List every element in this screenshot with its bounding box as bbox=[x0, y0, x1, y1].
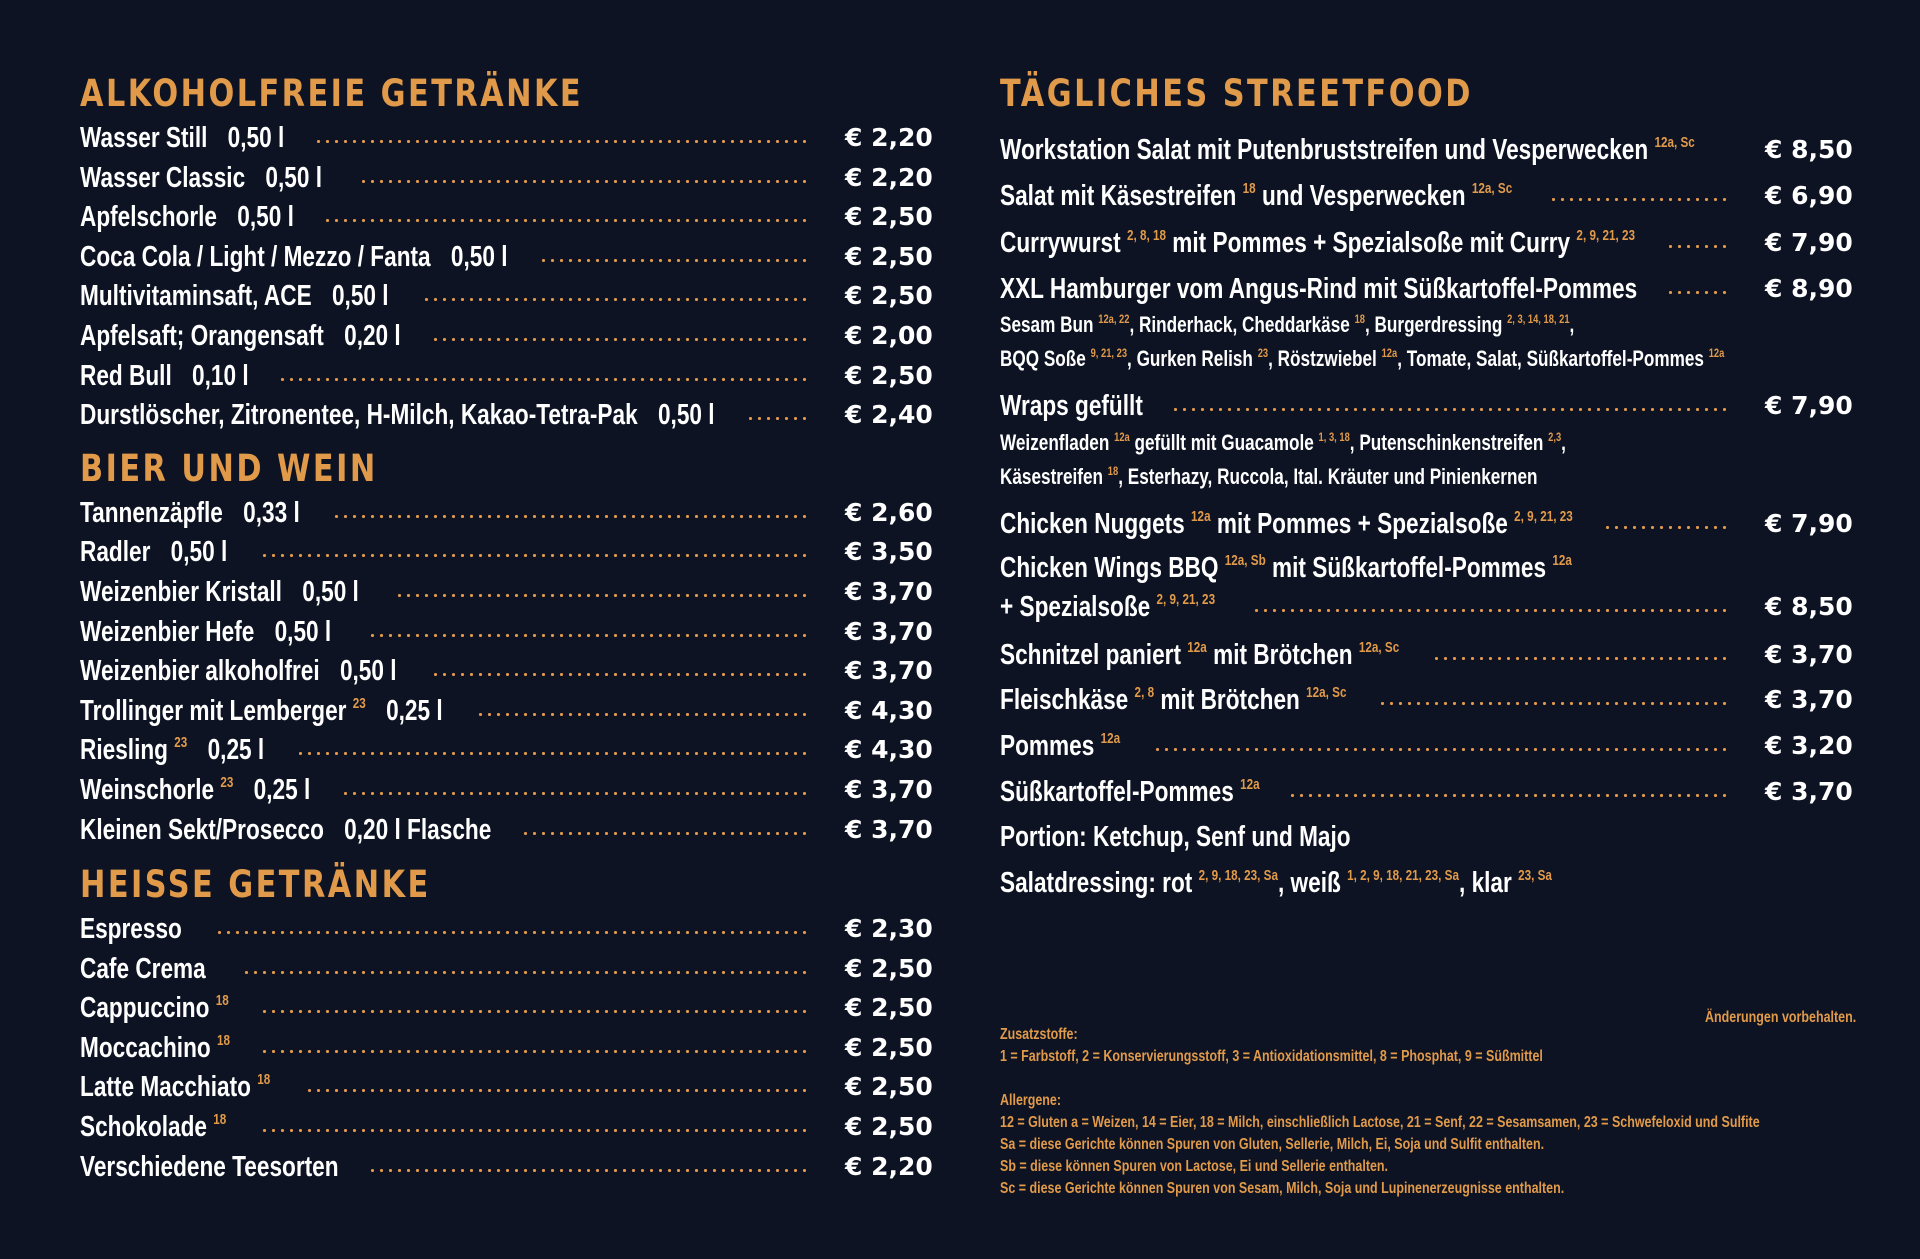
food-name bbox=[1000, 134, 1695, 166]
allergen-code: 18 bbox=[213, 1111, 227, 1129]
allergen-code: 12a, 22 bbox=[1098, 312, 1130, 327]
dot-leader bbox=[359, 180, 809, 183]
food-item bbox=[1000, 817, 1860, 857]
menu-item bbox=[80, 532, 933, 572]
item-text: , bbox=[1569, 312, 1575, 338]
item-text: mit Süßkartoffel-Pommes bbox=[1265, 551, 1547, 584]
menu-section bbox=[80, 445, 933, 849]
item-name-text: Multivitaminsaft, ACE bbox=[80, 280, 312, 313]
item-volume: 0,50 l bbox=[331, 280, 389, 313]
item-name-text: Durstlöscher, Zitronentee, H-Milch, Kakao-Tetra-Pak bbox=[80, 399, 638, 432]
section-heading: TÄGLICHES STREETFOOD bbox=[1000, 72, 1473, 115]
note-line: Sa = diese Gerichte können Spuren von Gluten, Sellerie, Milch, Ei, Soja und Sulfit enthalten. bbox=[1000, 1136, 1545, 1153]
menu-item bbox=[80, 810, 933, 850]
allergen-code: 18 bbox=[215, 992, 229, 1010]
item-name-text: Red Bull bbox=[80, 359, 172, 392]
drinks-column bbox=[80, 70, 933, 1186]
item-price: € 3,70 bbox=[845, 774, 933, 804]
food-line bbox=[1000, 587, 1860, 627]
food-item bbox=[1000, 772, 1860, 812]
allergen-code: 1, 3, 18 bbox=[1318, 429, 1350, 444]
food-item bbox=[1000, 548, 1860, 627]
item-text: und Vesperwecken bbox=[1255, 179, 1466, 212]
food-price: € 3,70 bbox=[1765, 639, 1853, 669]
item-volume: 0,20 l Flasche bbox=[344, 813, 492, 846]
item-volume: 0,25 l bbox=[386, 694, 443, 727]
dot-leader bbox=[278, 378, 809, 381]
item-price: € 2,50 bbox=[845, 993, 933, 1023]
item-price: € 2,40 bbox=[845, 400, 933, 430]
allergen-code: 12a, Sc bbox=[1306, 684, 1347, 702]
food-line bbox=[1000, 548, 1860, 588]
food-line bbox=[1000, 386, 1860, 426]
item-volume: 0,50 l bbox=[265, 161, 323, 194]
item-text: BQQ Soße bbox=[1000, 346, 1086, 372]
food-name bbox=[1000, 776, 1260, 808]
item-name bbox=[80, 814, 491, 846]
menu-item bbox=[80, 691, 933, 731]
dot-leader bbox=[215, 931, 809, 934]
menu-item bbox=[80, 395, 933, 435]
dot-leader bbox=[305, 1089, 809, 1092]
item-volume: 0,50 l bbox=[274, 615, 332, 648]
food-price: € 8,50 bbox=[1765, 135, 1853, 164]
dot-leader bbox=[332, 515, 809, 518]
allergen-code: 9, 21, 23 bbox=[1090, 346, 1128, 361]
item-text: Fleischkäse bbox=[1000, 684, 1129, 717]
food-item bbox=[1000, 176, 1860, 216]
allergen-code: 2, 9, 21, 23 bbox=[1156, 591, 1216, 609]
menu-item bbox=[80, 276, 933, 316]
food-line bbox=[1000, 223, 1860, 263]
food-description bbox=[1000, 342, 1725, 376]
food-line bbox=[1000, 863, 1860, 903]
food-line bbox=[1000, 772, 1860, 812]
item-price: € 3,70 bbox=[845, 616, 933, 646]
item-name-text: Schokolade bbox=[80, 1111, 207, 1144]
item-price: € 3,70 bbox=[845, 814, 933, 844]
food-item bbox=[1000, 269, 1860, 377]
dot-leader bbox=[521, 832, 809, 835]
menu-item bbox=[80, 118, 933, 158]
section-heading: HEISSE GETRÄNKE bbox=[80, 863, 431, 907]
allergen-code: 12a bbox=[1114, 429, 1130, 444]
item-text: , Putenschinkenstreifen bbox=[1349, 429, 1544, 455]
allergen-code: 12a bbox=[1381, 346, 1398, 361]
item-text: Workstation Salat mit Putenbruststreifen und Vesperwecken bbox=[1000, 134, 1649, 166]
item-name bbox=[80, 162, 322, 194]
note-line: 1 = Farbstoff, 2 = Konservierungsstoff, 3 = Antioxidationsmittel, 8 = Phosphat, 9 = Süßmittel bbox=[1000, 1048, 1543, 1065]
item-name-text: Moccachino bbox=[80, 1031, 211, 1064]
item-name-text: Tannenzäpfle bbox=[80, 496, 223, 529]
item-price: € 2,50 bbox=[845, 241, 933, 271]
item-price: € 2,30 bbox=[845, 914, 933, 944]
food-description bbox=[1000, 460, 1671, 494]
item-text: , Röstzwiebel bbox=[1268, 346, 1377, 372]
item-text: Wraps gefüllt bbox=[1000, 390, 1143, 423]
allergen-code: 2, 9, 21, 23 bbox=[1576, 227, 1635, 245]
item-name bbox=[80, 913, 182, 945]
item-name-text: Weizenbier alkoholfrei bbox=[80, 655, 320, 688]
food-line bbox=[1000, 726, 1860, 766]
food-item bbox=[1000, 130, 1860, 170]
item-text: Weizenfladen bbox=[1000, 429, 1110, 455]
allergen-code: 12a, Sc bbox=[1654, 134, 1695, 151]
item-name bbox=[80, 576, 359, 608]
item-name-text: Coca Cola / Light / Mezzo / Fanta bbox=[80, 240, 431, 273]
item-name-text: Apfelschorle bbox=[80, 201, 218, 234]
allergen-code: 12a, Sb bbox=[1224, 551, 1266, 569]
food-price: € 8,90 bbox=[1765, 273, 1853, 303]
item-name-text: Latte Macchiato bbox=[80, 1071, 251, 1104]
allergen-notes bbox=[1000, 1024, 1760, 1200]
note-line: Sc = diese Gerichte können Spuren von Sesam, Milch, Soja und Lupinenerzeugnisse enthalten. bbox=[1000, 1180, 1565, 1197]
item-name-text: Cafe Crema bbox=[80, 952, 206, 985]
item-text: + Spezialsoße bbox=[1000, 591, 1151, 624]
dot-leader bbox=[1666, 245, 1729, 248]
item-volume: 0,50 l bbox=[657, 399, 715, 432]
food-price: € 3,70 bbox=[1765, 685, 1853, 715]
allergen-code: 2, 9, 18, 23, Sa bbox=[1198, 866, 1278, 884]
allergen-code: 2, 9, 21, 23 bbox=[1514, 507, 1573, 525]
item-price: € 2,20 bbox=[845, 123, 933, 152]
dot-leader bbox=[1603, 526, 1729, 529]
item-volume: 0,50 l bbox=[227, 122, 285, 154]
item-text: , Burgerdressing bbox=[1364, 312, 1503, 338]
food-price: € 8,50 bbox=[1765, 592, 1853, 622]
menu-item bbox=[80, 197, 933, 237]
dot-leader bbox=[341, 792, 809, 795]
item-name bbox=[80, 280, 389, 312]
item-text: Käsestreifen bbox=[1000, 463, 1104, 489]
menu-item bbox=[80, 237, 933, 277]
food-name bbox=[1000, 867, 1552, 899]
menu-item bbox=[80, 316, 933, 356]
item-name-text: Wasser Still bbox=[80, 122, 208, 154]
menu-section bbox=[80, 70, 933, 435]
dot-leader bbox=[431, 673, 809, 676]
allergen-code: 2,3 bbox=[1548, 429, 1562, 444]
food-name bbox=[1000, 273, 1637, 305]
item-name bbox=[80, 1151, 339, 1183]
food-price: € 3,20 bbox=[1765, 730, 1853, 760]
food-price: € 3,70 bbox=[1765, 776, 1853, 806]
dot-leader bbox=[431, 338, 809, 341]
menu-item bbox=[80, 158, 933, 198]
item-name-text: Weinschorle bbox=[80, 773, 215, 806]
allergen-code: 12a bbox=[1191, 507, 1211, 525]
item-name-text: Weizenbier Hefe bbox=[80, 615, 255, 648]
food-name bbox=[1000, 730, 1120, 762]
menu-item bbox=[80, 1028, 933, 1068]
allergen-code: 12a, Sc bbox=[1471, 179, 1513, 197]
menu-item bbox=[80, 1067, 933, 1107]
item-name bbox=[80, 992, 229, 1024]
item-name bbox=[80, 241, 508, 273]
item-volume: 0,50 l bbox=[170, 536, 228, 569]
dot-leader bbox=[1666, 291, 1729, 294]
item-price: € 3,50 bbox=[845, 537, 933, 567]
food-name bbox=[1000, 508, 1573, 540]
item-name-text: Riesling bbox=[80, 734, 168, 767]
dot-leader bbox=[260, 1010, 809, 1013]
item-text: , Tomate, Salat, Süßkartoffel-Pommes bbox=[1397, 346, 1704, 372]
item-volume: 0,25 l bbox=[253, 773, 311, 806]
food-line bbox=[1000, 176, 1860, 216]
section-heading: BIER UND WEIN bbox=[80, 446, 378, 490]
item-name bbox=[80, 320, 401, 352]
dot-leader bbox=[314, 140, 809, 143]
dot-leader bbox=[539, 259, 809, 262]
menu-item bbox=[80, 730, 933, 770]
allergen-code: 12a bbox=[1187, 638, 1207, 656]
allergen-code: 12a, Sc bbox=[1358, 638, 1400, 656]
food-name bbox=[1000, 390, 1143, 422]
item-text: Sesam Bun bbox=[1000, 312, 1094, 338]
menu-item bbox=[80, 909, 933, 949]
item-name bbox=[80, 201, 294, 233]
item-price: € 2,00 bbox=[845, 320, 933, 350]
allergen-code: 23 bbox=[1257, 346, 1269, 361]
item-name-text: Espresso bbox=[80, 913, 182, 946]
item-name-text: Radler bbox=[80, 536, 151, 569]
item-text: , klar bbox=[1458, 866, 1512, 899]
food-line bbox=[1000, 680, 1860, 720]
menu-item bbox=[80, 493, 933, 533]
item-name bbox=[80, 122, 284, 154]
menu-item bbox=[80, 770, 933, 810]
item-price: € 3,70 bbox=[845, 656, 933, 686]
food-line bbox=[1000, 817, 1860, 857]
item-price: € 2,20 bbox=[845, 1151, 933, 1181]
food-price: € 7,90 bbox=[1765, 508, 1853, 538]
dot-leader bbox=[476, 713, 809, 716]
item-name bbox=[80, 1032, 230, 1064]
food-name bbox=[1000, 180, 1512, 212]
allergen-code: 12a bbox=[1708, 346, 1725, 361]
item-name bbox=[80, 953, 206, 985]
item-price: € 2,60 bbox=[845, 497, 933, 527]
food-price: € 7,90 bbox=[1765, 228, 1853, 258]
item-name bbox=[80, 774, 310, 806]
item-price: € 2,50 bbox=[845, 281, 933, 311]
allergen-code: 2, 8 bbox=[1134, 684, 1155, 702]
item-text: , Gurken Relish bbox=[1127, 346, 1253, 372]
item-text: , Rinderhack, Cheddarkäse bbox=[1129, 312, 1350, 338]
dot-leader bbox=[1171, 408, 1729, 411]
item-name bbox=[80, 536, 227, 568]
item-name bbox=[80, 734, 264, 766]
dot-leader bbox=[296, 752, 809, 755]
item-text: Currywurst bbox=[1000, 227, 1121, 260]
item-text: Salat mit Käsestreifen bbox=[1000, 179, 1237, 212]
food-name bbox=[1000, 639, 1399, 671]
item-name bbox=[80, 360, 249, 392]
dot-leader bbox=[395, 594, 809, 597]
dot-leader bbox=[1378, 702, 1729, 705]
dot-leader bbox=[368, 1169, 809, 1172]
item-text: Chicken Nuggets bbox=[1000, 507, 1185, 540]
item-volume: 0,50 l bbox=[302, 575, 359, 608]
dot-leader bbox=[260, 1129, 809, 1132]
item-price: € 4,30 bbox=[845, 695, 933, 725]
streetfood-column bbox=[1000, 70, 1860, 902]
food-name bbox=[1000, 821, 1351, 853]
item-price: € 3,70 bbox=[845, 576, 933, 606]
food-item bbox=[1000, 386, 1860, 494]
allergen-code: 18 bbox=[1242, 179, 1256, 197]
allergen-code: 12a bbox=[1100, 729, 1121, 747]
item-name bbox=[80, 695, 443, 727]
item-text: Portion: Ketchup, Senf und Majo bbox=[1000, 821, 1351, 854]
allergen-code: 23 bbox=[174, 734, 188, 752]
allergen-code: 2, 3, 14, 18, 21 bbox=[1507, 312, 1570, 327]
item-name bbox=[80, 655, 397, 687]
allergen-code: 2, 8, 18 bbox=[1126, 227, 1166, 245]
menu-item bbox=[80, 949, 933, 989]
item-text: XXL Hamburger vom Angus-Rind mit Süßkartoffel-Pommes bbox=[1000, 272, 1638, 305]
allergen-code: 12a bbox=[1552, 551, 1572, 569]
item-text: mit Pommes + Spezialsoße bbox=[1210, 507, 1508, 540]
note-line: 12 = Gluten a = Weizen, 14 = Eier, 18 = Milch, einschließlich Lactose, 21 = Senf, 22 = Sesamsamen, 23 = Schwefeloxid und Sulfite bbox=[1000, 1114, 1760, 1131]
item-text: Chicken Wings BBQ bbox=[1000, 551, 1219, 584]
note-line: Zusatzstoffe: bbox=[1000, 1026, 1078, 1043]
menu-item bbox=[80, 572, 933, 612]
item-price: € 2,50 bbox=[845, 1032, 933, 1062]
dot-leader bbox=[1288, 794, 1729, 797]
food-item bbox=[1000, 223, 1860, 263]
item-name-text: Apfelsaft; Orangensaft bbox=[80, 319, 324, 352]
item-text: mit Pommes + Spezialsoße mit Curry bbox=[1165, 227, 1571, 260]
menu-item bbox=[80, 988, 933, 1028]
item-price: € 2,50 bbox=[845, 953, 933, 983]
food-line bbox=[1000, 635, 1860, 675]
allergen-code: 23, Sa bbox=[1518, 866, 1552, 884]
allergen-code: 23 bbox=[352, 694, 366, 712]
food-description bbox=[1000, 426, 1671, 460]
item-price: € 2,50 bbox=[845, 1072, 933, 1102]
dot-leader bbox=[323, 219, 809, 222]
item-name-text: Trollinger mit Lemberger bbox=[80, 694, 347, 727]
food-name bbox=[1000, 684, 1347, 716]
item-price: € 4,30 bbox=[845, 735, 933, 765]
dot-leader bbox=[242, 971, 809, 974]
item-name bbox=[80, 616, 331, 648]
food-item bbox=[1000, 863, 1860, 903]
item-name-text: Cappuccino bbox=[80, 992, 210, 1025]
food-name bbox=[1000, 591, 1215, 623]
dot-leader bbox=[422, 298, 809, 301]
allergen-code: 12a bbox=[1240, 775, 1260, 793]
food-line bbox=[1000, 504, 1860, 544]
menu-item bbox=[80, 1147, 933, 1187]
item-name bbox=[80, 497, 300, 529]
item-name-text: Kleinen Sekt/Prosecco bbox=[80, 813, 324, 846]
item-text: mit Brötchen bbox=[1154, 684, 1300, 717]
dot-leader bbox=[1252, 609, 1729, 612]
item-volume: 0,20 l bbox=[344, 319, 401, 352]
dot-leader bbox=[1549, 198, 1729, 201]
item-text: Pommes bbox=[1000, 729, 1095, 762]
item-text: Schnitzel paniert bbox=[1000, 638, 1181, 671]
item-volume: 0,50 l bbox=[450, 240, 508, 273]
food-item bbox=[1000, 635, 1860, 675]
food-name bbox=[1000, 552, 1572, 584]
dot-leader bbox=[260, 1050, 809, 1053]
allergen-code: 18 bbox=[257, 1071, 271, 1089]
allergen-code: 18 bbox=[217, 1031, 231, 1049]
item-text: , Esterhazy, Ruccola, Ital. Kräuter und Pinienkernen bbox=[1118, 463, 1538, 489]
food-line bbox=[1000, 130, 1860, 170]
item-price: € 2,50 bbox=[845, 360, 933, 390]
note-line bbox=[1000, 1068, 1760, 1090]
food-item bbox=[1000, 680, 1860, 720]
note-line: Allergene: bbox=[1000, 1092, 1062, 1109]
item-text: Salatdressing: rot bbox=[1000, 866, 1193, 899]
item-volume: 0,50 l bbox=[237, 201, 294, 234]
item-text: , bbox=[1561, 429, 1566, 455]
dot-leader bbox=[260, 554, 809, 557]
dot-leader bbox=[1153, 748, 1729, 751]
item-name-text: Weizenbier Kristall bbox=[80, 575, 282, 608]
item-name-text: Wasser Classic bbox=[80, 161, 246, 194]
item-volume: 0,10 l bbox=[192, 359, 249, 392]
food-name bbox=[1000, 227, 1635, 259]
food-description bbox=[1000, 308, 1671, 342]
dot-leader bbox=[368, 634, 809, 637]
item-volume: 0,50 l bbox=[339, 655, 397, 688]
item-name bbox=[80, 1111, 226, 1143]
item-text: Süßkartoffel-Pommes bbox=[1000, 775, 1234, 808]
menu-item bbox=[80, 651, 933, 691]
food-line bbox=[1000, 269, 1860, 309]
dot-leader bbox=[746, 417, 809, 420]
item-price: € 2,50 bbox=[845, 202, 933, 232]
item-price: € 2,50 bbox=[845, 1112, 933, 1142]
item-price: € 2,20 bbox=[845, 162, 933, 192]
item-text: mit Brötchen bbox=[1206, 638, 1353, 671]
item-volume: 0,33 l bbox=[243, 496, 300, 529]
item-text: , weiß bbox=[1277, 866, 1341, 899]
menu-item bbox=[80, 1107, 933, 1147]
section-heading: ALKOHOLFREIE GETRÄNKE bbox=[80, 72, 584, 115]
note-line: Sb = diese können Spuren von Lactose, Ei und Sellerie enthalten. bbox=[1000, 1158, 1389, 1175]
dot-leader bbox=[1432, 657, 1729, 660]
menu-item bbox=[80, 612, 933, 652]
menu-section bbox=[80, 861, 933, 1186]
changes-reserved-note: Änderungen vorbehalten. bbox=[1705, 1009, 1857, 1026]
food-item bbox=[1000, 504, 1860, 544]
allergen-code: 18 bbox=[1354, 312, 1365, 327]
food-price: € 6,90 bbox=[1765, 180, 1853, 210]
item-text: gefüllt mit Guacamole bbox=[1129, 429, 1314, 455]
allergen-code: 18 bbox=[1107, 463, 1119, 478]
food-price: € 7,90 bbox=[1765, 391, 1853, 421]
item-name bbox=[80, 1071, 270, 1103]
item-name bbox=[80, 399, 715, 431]
allergen-code: 23 bbox=[220, 773, 234, 791]
item-name-text: Verschiedene Teesorten bbox=[80, 1150, 339, 1183]
allergen-code: 1, 2, 9, 18, 21, 23, Sa bbox=[1347, 866, 1459, 884]
food-item bbox=[1000, 726, 1860, 766]
menu-item bbox=[80, 356, 933, 396]
item-volume: 0,25 l bbox=[207, 734, 265, 767]
